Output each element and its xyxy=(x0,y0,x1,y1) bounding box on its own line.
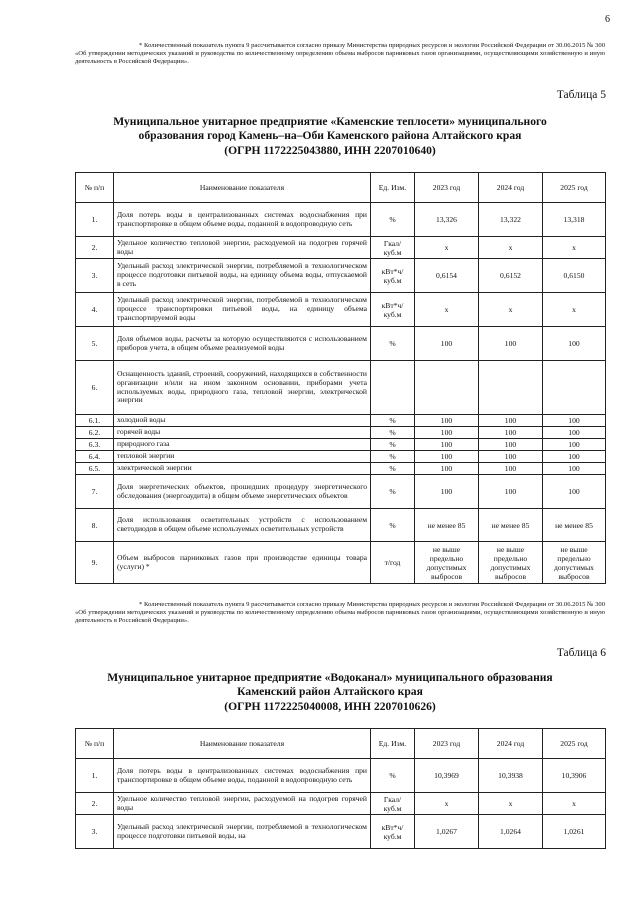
value-2024-cell xyxy=(479,361,543,415)
value-2023-cell: 13,326 xyxy=(415,203,479,237)
indicator-name-cell: тепловой энергии xyxy=(114,451,371,463)
indicator-name-cell: Доля объемов воды, расчеты за которую осуществляются с использованием приборов учета, в общем объеме реализуемой воды xyxy=(114,327,371,361)
row-number-cell: 8. xyxy=(76,509,114,542)
value-2025-cell: 13,318 xyxy=(543,203,606,237)
row-number-cell: 7. xyxy=(76,475,114,509)
value-2025-cell xyxy=(543,361,606,415)
value-2023-cell: 100 xyxy=(415,451,479,463)
unit-cell: % xyxy=(371,759,415,793)
table-row xyxy=(76,451,606,463)
table-row xyxy=(76,327,606,361)
value-2024-cell: х xyxy=(479,237,543,259)
header-indicator-name: Наименование показателя xyxy=(114,729,371,759)
value-2024-cell: 100 xyxy=(479,451,543,463)
row-number-cell: 3. xyxy=(76,259,114,293)
row-number-cell: 5. xyxy=(76,327,114,361)
indicator-name-cell: природного газа xyxy=(114,439,371,451)
value-2023-cell: х xyxy=(415,293,479,327)
value-2024-cell: 1,0264 xyxy=(479,815,543,849)
value-2025-cell: 100 xyxy=(543,451,606,463)
unit-cell: % xyxy=(371,427,415,439)
indicator-name-cell: электрической энергии xyxy=(114,463,371,475)
table-row xyxy=(76,427,606,439)
indicator-name-cell: Объем выбросов парниковых газов при производстве единицы товара (услуги) * xyxy=(114,542,371,584)
table6 xyxy=(75,728,606,849)
table6-label: Таблица 6 xyxy=(556,647,606,659)
header-unit: Ед. Изм. xyxy=(371,173,415,203)
value-2025-cell: 0,6150 xyxy=(543,259,606,293)
table-row xyxy=(76,759,606,793)
indicator-name-cell: Доля энергетических объектов, прошедших процедуру энергетического обследования (энергоаудита) в общем объеме энергетических объектов xyxy=(114,475,371,509)
table-row xyxy=(76,509,606,542)
value-2024-cell: не менее 85 xyxy=(479,509,543,542)
header-unit: Ед. Изм. xyxy=(371,729,415,759)
header-year-2023: 2023 год xyxy=(415,173,479,203)
indicator-name-cell: Удельное количество тепловой энергии, расходуемой на подогрев горячей воды xyxy=(114,237,371,259)
indicator-name-cell: Удельный расход электрической энергии, потребляемой в технологическом процессе подготовки питьевой воды, на xyxy=(114,815,371,849)
unit-cell: % xyxy=(371,475,415,509)
value-2023-cell: х xyxy=(415,793,479,815)
table6-title xyxy=(80,671,580,714)
value-2023-cell: 100 xyxy=(415,415,479,427)
value-2024-cell: 100 xyxy=(479,475,543,509)
value-2025-cell: х xyxy=(543,793,606,815)
row-number-cell: 2. xyxy=(76,237,114,259)
value-2023-cell: 100 xyxy=(415,427,479,439)
table5-title-line1: Муниципальное унитарное предприятие «Каменские теплосети» муниципального xyxy=(113,115,547,128)
indicator-name-cell: холодной воды xyxy=(114,415,371,427)
indicator-name-cell: Удельное количество тепловой энергии, расходуемой на подогрев горячей воды xyxy=(114,793,371,815)
value-2025-cell: х xyxy=(543,237,606,259)
value-2024-cell: 100 xyxy=(479,415,543,427)
table-row xyxy=(76,815,606,849)
value-2023-cell: 100 xyxy=(415,463,479,475)
indicator-name-cell: Удельный расход электрической энергии, потребляемой в технологическом процессе транспортировки питьевой воды, на единицу объема транспортируемой воды xyxy=(114,293,371,327)
value-2025-cell: 100 xyxy=(543,327,606,361)
value-2025-cell: 100 xyxy=(543,439,606,451)
table-row xyxy=(76,293,606,327)
table5-title-line2: образования город Камень–на–Оби Каменского района Алтайского края xyxy=(138,129,522,143)
header-year-2023: 2023 год xyxy=(415,729,479,759)
table-row xyxy=(76,542,606,584)
value-2024-cell: 100 xyxy=(479,463,543,475)
indicator-name-cell: горячей воды xyxy=(114,427,371,439)
table6-title-line3: (ОГРН 1172225040008, ИНН 2207010626) xyxy=(224,699,436,713)
footnote-mid: * Количественный показатель пункта 9 рассчитывается согласно приказу Министерства природных ресурсов и экологии Российской Федерации от 30.06.2015 № 300 «Об утверждении методических указаний и руководства по количественному определению объема выбросов парниковых газов организациями, осуществляющими хозяйственную и иную деятельность в Российской Федерации». xyxy=(75,601,605,625)
table-row xyxy=(76,463,606,475)
unit-cell: Гкал/ куб.м xyxy=(371,237,415,259)
value-2023-cell: 100 xyxy=(415,475,479,509)
value-2023-cell: не выше предельно допустимых выбросов xyxy=(415,542,479,584)
value-2023-cell: 1,0267 xyxy=(415,815,479,849)
row-number-cell: 3. xyxy=(76,815,114,849)
value-2023-cell: 100 xyxy=(415,327,479,361)
row-number-cell: 4. xyxy=(76,293,114,327)
header-number: № п/п xyxy=(76,173,114,203)
indicator-name-cell: Доля потерь воды в централизованных системах водоснабжения при транспортировке в общем объеме воды, поданной в водопроводную сеть xyxy=(114,759,371,793)
footnote-top: * Количественный показатель пункта 9 рассчитывается согласно приказу Министерства природных ресурсов и экологии Российской Федерации от 30.06.2015 № 300 «Об утверждении методических указаний и руководства по количественному определению объема выбросов парниковых газов организациями, осуществляющими хозяйственную и иную деятельность в Российской Федерации». xyxy=(75,42,605,66)
unit-cell: % xyxy=(371,463,415,475)
table-row xyxy=(76,415,606,427)
unit-cell: % xyxy=(371,327,415,361)
row-number-cell: 6.2. xyxy=(76,427,114,439)
value-2025-cell: 100 xyxy=(543,415,606,427)
value-2024-cell: 100 xyxy=(479,427,543,439)
table5-title xyxy=(80,115,580,158)
row-number-cell: 6.1. xyxy=(76,415,114,427)
value-2023-cell xyxy=(415,361,479,415)
table-row xyxy=(76,203,606,237)
unit-cell: % xyxy=(371,451,415,463)
value-2024-cell: 10,3938 xyxy=(479,759,543,793)
row-number-cell: 9. xyxy=(76,542,114,584)
row-number-cell: 6. xyxy=(76,361,114,415)
value-2025-cell: 100 xyxy=(543,427,606,439)
value-2023-cell: 10,3969 xyxy=(415,759,479,793)
row-number-cell: 1. xyxy=(76,759,114,793)
table5-title-line3: (ОГРН 1172225043880, ИНН 2207010640) xyxy=(224,143,436,157)
value-2023-cell: не менее 85 xyxy=(415,509,479,542)
header-number: № п/п xyxy=(76,729,114,759)
value-2023-cell: 100 xyxy=(415,439,479,451)
indicator-name-cell: Удельный расход электрической энергии, потребляемой в технологическом процессе подготовки питьевой воды, на единицу объема воды, отпускаемой в сеть xyxy=(114,259,371,293)
value-2025-cell: не выше предельно допустимых выбросов xyxy=(543,542,606,584)
header-year-2025: 2025 год xyxy=(543,173,606,203)
table5 xyxy=(75,172,606,584)
unit-cell: кВт*ч/ куб.м xyxy=(371,293,415,327)
value-2025-cell: не менее 85 xyxy=(543,509,606,542)
value-2025-cell: 100 xyxy=(543,475,606,509)
unit-cell: % xyxy=(371,415,415,427)
header-year-2024: 2024 год xyxy=(479,729,543,759)
table-row xyxy=(76,793,606,815)
unit-cell: % xyxy=(371,509,415,542)
value-2024-cell: 0,6152 xyxy=(479,259,543,293)
value-2025-cell: 1,0261 xyxy=(543,815,606,849)
value-2024-cell: х xyxy=(479,293,543,327)
value-2024-cell: 100 xyxy=(479,327,543,361)
unit-cell: кВт*ч/ куб.м xyxy=(371,259,415,293)
row-number-cell: 1. xyxy=(76,203,114,237)
value-2025-cell: 10,3906 xyxy=(543,759,606,793)
unit-cell: % xyxy=(371,203,415,237)
row-number-cell: 2. xyxy=(76,793,114,815)
row-number-cell: 6.4. xyxy=(76,451,114,463)
header-year-2024: 2024 год xyxy=(479,173,543,203)
table6-title-line1: Муниципальное унитарное предприятие «Водоканал» муниципального образования xyxy=(107,671,553,684)
unit-cell: % xyxy=(371,439,415,451)
unit-cell: т/год xyxy=(371,542,415,584)
value-2023-cell: х xyxy=(415,237,479,259)
value-2024-cell: не выше предельно допустимых выбросов xyxy=(479,542,543,584)
table-row xyxy=(76,259,606,293)
table5-label: Таблица 5 xyxy=(556,89,606,101)
row-number-cell: 6.5. xyxy=(76,463,114,475)
table-row xyxy=(76,237,606,259)
unit-cell: Гкал/ куб.м xyxy=(371,793,415,815)
unit-cell: кВт*ч/ куб.м xyxy=(371,815,415,849)
table-row xyxy=(76,475,606,509)
indicator-name-cell: Доля потерь воды в централизованных системах водоснабжения при транспортировке в общем объеме воды, поданной в водопроводную сеть xyxy=(114,203,371,237)
table6-title-line2: Каменский район Алтайского края xyxy=(237,685,423,699)
unit-cell xyxy=(371,361,415,415)
value-2024-cell: 13,322 xyxy=(479,203,543,237)
value-2025-cell: х xyxy=(543,293,606,327)
header-year-2025: 2025 год xyxy=(543,729,606,759)
header-indicator-name: Наименование показателя xyxy=(114,173,371,203)
value-2024-cell: 100 xyxy=(479,439,543,451)
indicator-name-cell: Доля использования осветительных устройств с использованием светодиодов в общем объеме используемых осветительных устройств xyxy=(114,509,371,542)
row-number-cell: 6.3. xyxy=(76,439,114,451)
table-row xyxy=(76,439,606,451)
value-2023-cell: 0,6154 xyxy=(415,259,479,293)
indicator-name-cell: Оснащенность зданий, строений, сооружений, находящихся в собственности организации и/или на ином законном основании, приборами учета используемых воды, природного газа, тепловой энергии, электрической энергии xyxy=(114,361,371,415)
page-number: 6 xyxy=(605,14,610,25)
value-2024-cell: х xyxy=(479,793,543,815)
table-row xyxy=(76,361,606,415)
value-2025-cell: 100 xyxy=(543,463,606,475)
